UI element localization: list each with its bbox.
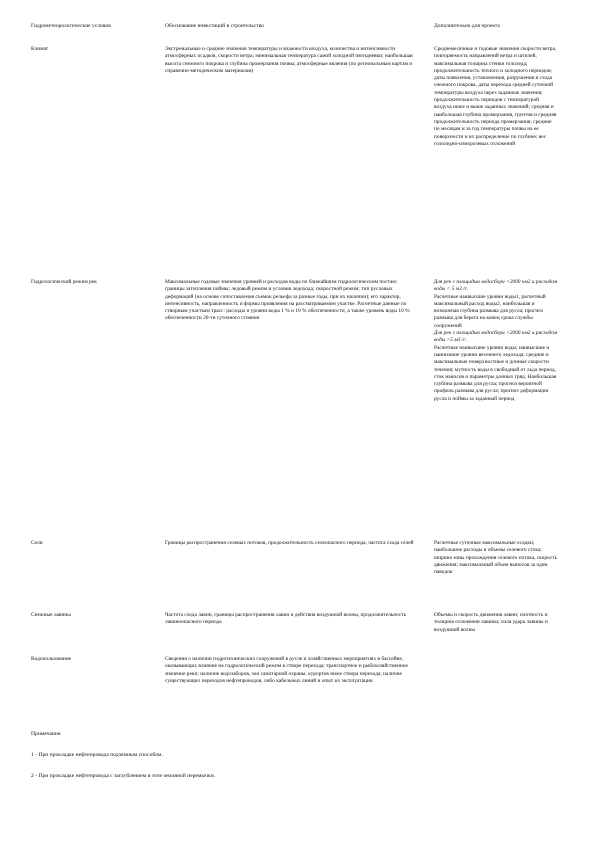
row-wateruse-investment: Сведения о наличии гидротехнических сооружений в русле и хозяйственных мероприятиях в бассейне, оказывающих влияние на гидрологический режим в створе перехода; транспортное и рыбохозяйственное значение реки; наличие водозаборов, зон санитарной охраны, курортов ниже створа перехода; наличие существующих переходов нефтепроводов, либо кабельных линий и опыт их эксплуатации (165, 656, 408, 684)
note-1: 1 - При прокладке нефтепровода подземным способом. (31, 752, 163, 758)
header-project: Дополнительно для проекта (434, 23, 500, 29)
row-mudflow-investment: Границы распространения селевых потоков, продолжительность селеопасного периода, частота схода селей (165, 540, 414, 546)
notes-title: Примечания (31, 731, 61, 737)
row-climate-project: Среднемесячные и годовые значения скорости ветра, повторяемость направлений ветра и штилей, максимальная толщина стенки гололеда; продолжительность теплого и холодного периодов; даты появления, установления, разрушения и схода снежного покрова, даты перехода средней суточной температуры воздуха через заданные значения; продолжительность периодов с температурой воздуха ниже и выше заданных значений; средняя и наибольшая глубина промерзания, грунтов и средняя продолжительность периода промерзания; средние по месяцам и за год температуры почвы на ее поверхности и их распределение по глубине; вес гололедно-изморозевых отложений (434, 46, 557, 147)
row-river-label: Гидрологический режим рек (31, 279, 97, 285)
river-small-title: Для рек с площадью водосбора <2000 км2 и расходом воды < 5 м3 /с. (434, 279, 558, 293)
row-river-project (434, 279, 558, 403)
row-river-investment: Максимальные годовые значения уровней и расходов воды по ближайшим гидрологическим постам; границы затопления поймы; ледовый режим и условия ледохода; скоростной режим; тип русловых деформаций (на основе сопоставления съемок рельефа за разные годы, при их наличии); его характер, интенсивность, направленность и формы проявления на рассматриваемом участке. Расчетные данные по створным участкам трасс: расходы и уровни воды 1 % и 10 % обеспеченности, а также уровень воды 10 % обеспеченности 20-ти суточного стояния (165, 279, 410, 322)
header-conditions: Гидрометеорологические условия (31, 23, 111, 29)
row-avalanche-project: Объемы и скорость движения лавин; плотность и толщина отложения лавины; сила удара лавины и воздушной волны (434, 612, 548, 633)
row-climate-label: Климат (31, 46, 49, 52)
header-investment: Обоснование инвестиций в строительство (165, 23, 265, 29)
row-wateruse-label: Водопользование (31, 656, 72, 662)
note-2: 2 - При прокладке нефтепровода с заглублением в теле земляной перемычки. (31, 773, 216, 779)
row-mudflow-project: Расчетные суточные максимальные осадки; наибольшие расходы и объемы селевого стока; ширина зоны прохождения селевого потока, скорость движения; максимальный объем выносов за один паводок (434, 540, 558, 576)
row-mudflow-label: Сели (31, 540, 43, 546)
row-avalanche-label: Снежные лавины (31, 612, 71, 618)
river-small-text: Расчетные наивысшие уровни воды1, расчетный максимальный расход воды2, наибольшая и возможная глубина размыва для русла; прогноз размыва для берега на конец срока службы сооружений (434, 293, 546, 329)
river-large-text: Расчетные наивысшие уровни воды; наивысшие и наинизшие уровни весеннего ледохода; средние и максимальные поверхностные и донные скорости течения; мутность воды в свободный от льда период, сток наносов и параметры донных гряд. Наибольшая глубина размыва для русла; прогноз вероятной профиль размыва для русла; прогноз деформации русла и поймы за заданный период (434, 344, 557, 402)
row-climate-investment: Экстремальные и средние значения температуры и влажности воздуха, количества и интенсивности атмосферных осадков, скорости ветра; минимальная температура самой холодной пятидневки; наибольшая высота снежного покрова и глубина промерзания почвы; атмосферные явления (по региональным картам и справочно-методическим материалам) (165, 46, 413, 74)
row-avalanche-investment: Частота схода лавин, границы распространения лавин и действия воздушной волны, продолжительность лавиноопасного периода (165, 612, 407, 626)
river-large-title: Для рек с площадью водосбора >2000 км2 и расходом воды >5 м3 /с. (434, 330, 558, 344)
